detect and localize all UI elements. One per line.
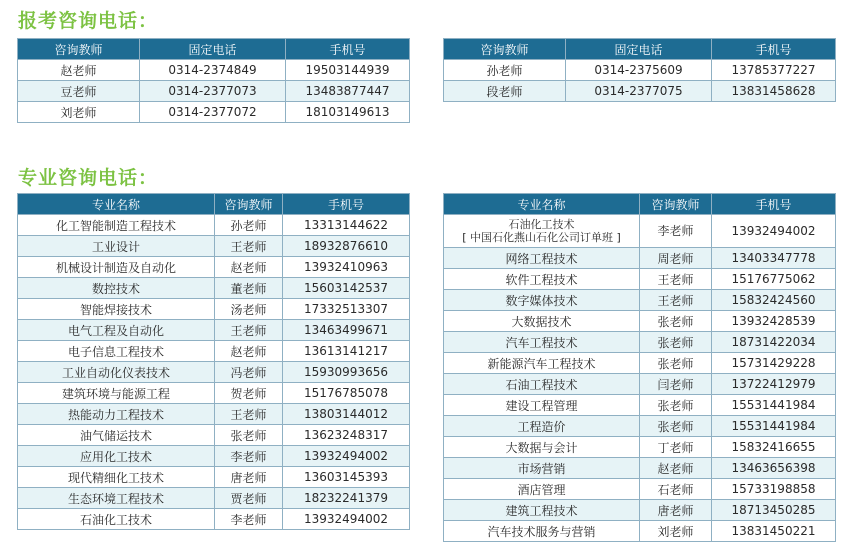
teacher-cell: 赵老师 (640, 458, 712, 479)
major-cell: 工业自动化仪表技术 (18, 362, 215, 383)
teacher-cell: 赵老师 (215, 257, 283, 278)
teacher-cell: 孙老师 (215, 215, 283, 236)
table-row (18, 446, 410, 467)
table-row (18, 320, 410, 341)
major-cell: 大数据与会计 (444, 437, 640, 458)
table-row (444, 248, 836, 269)
mobile-cell: 13463499671 (283, 320, 410, 341)
major-cell: 汽车技术服务与营销 (444, 521, 640, 542)
table-row (444, 269, 836, 290)
teacher-cell: 刘老师 (18, 102, 140, 123)
admission-table-left (17, 38, 410, 123)
table-row (444, 353, 836, 374)
mobile-cell: 13722412979 (712, 374, 836, 395)
mobile-cell: 13403347778 (712, 248, 836, 269)
table-row (18, 509, 410, 530)
mobile-cell: 18731422034 (712, 332, 836, 353)
table-row (444, 332, 836, 353)
teacher-cell: 张老师 (640, 332, 712, 353)
table-row (444, 479, 836, 500)
major-cell: 网络工程技术 (444, 248, 640, 269)
table-row (444, 437, 836, 458)
mobile-cell: 15731429228 (712, 353, 836, 374)
mobile-cell: 13483877447 (286, 81, 410, 102)
mobile-cell: 15832416655 (712, 437, 836, 458)
table-row (444, 500, 836, 521)
mobile-cell: 15930993656 (283, 362, 410, 383)
mobile-cell: 15176775062 (712, 269, 836, 290)
teacher-cell: 孙老师 (444, 60, 566, 81)
table-row (18, 60, 410, 81)
table-row (18, 383, 410, 404)
table-row (444, 290, 836, 311)
major-cell (444, 215, 640, 248)
table-header-row (18, 39, 410, 60)
mobile-cell: 19503144939 (286, 60, 410, 81)
major-cell: 新能源汽车工程技术 (444, 353, 640, 374)
table-row (18, 404, 410, 425)
teacher-cell: 李老师 (215, 446, 283, 467)
column-header: 咨询教师 (18, 39, 140, 60)
mobile-cell: 18232241379 (283, 488, 410, 509)
mobile-cell: 13932494002 (712, 215, 836, 248)
major-cell: 石油工程技术 (444, 374, 640, 395)
table-row (18, 488, 410, 509)
teacher-cell: 贾老师 (215, 488, 283, 509)
table-row (18, 362, 410, 383)
teacher-cell: 董老师 (215, 278, 283, 299)
mobile-cell: 15531441984 (712, 416, 836, 437)
table-row (18, 257, 410, 278)
column-header: 手机号 (286, 39, 410, 60)
table-row (18, 102, 410, 123)
table-row (18, 425, 410, 446)
mobile-cell: 13603145393 (283, 467, 410, 488)
table-row (18, 215, 410, 236)
table-row (18, 467, 410, 488)
admission-table-right (443, 38, 836, 102)
teacher-cell: 赵老师 (18, 60, 140, 81)
landline-cell: 0314-2377072 (140, 102, 286, 123)
teacher-cell: 石老师 (640, 479, 712, 500)
major-cell: 化工智能制造工程技术 (18, 215, 215, 236)
mobile-cell: 13831450221 (712, 521, 836, 542)
teacher-cell: 豆老师 (18, 81, 140, 102)
major-cell: 石油化工技术 (18, 509, 215, 530)
table-header-row (444, 39, 836, 60)
teacher-cell: 周老师 (640, 248, 712, 269)
table-row (444, 416, 836, 437)
mobile-cell: 13785377227 (712, 60, 836, 81)
teacher-cell: 段老师 (444, 81, 566, 102)
teacher-cell: 丁老师 (640, 437, 712, 458)
landline-cell: 0314-2374849 (140, 60, 286, 81)
column-header: 固定电话 (140, 39, 286, 60)
teacher-cell: 唐老师 (640, 500, 712, 521)
teacher-cell: 李老师 (640, 215, 712, 248)
teacher-cell: 汤老师 (215, 299, 283, 320)
major-heading: 专业咨询电话： (18, 167, 159, 189)
mobile-cell: 15733198858 (712, 479, 836, 500)
major-cell: 工程造价 (444, 416, 640, 437)
teacher-cell: 王老师 (215, 404, 283, 425)
mobile-cell: 15603142537 (283, 278, 410, 299)
major-cell: 汽车工程技术 (444, 332, 640, 353)
major-table-left (17, 193, 410, 530)
table-row (444, 81, 836, 102)
major-cell: 建设工程管理 (444, 395, 640, 416)
major-cell: 软件工程技术 (444, 269, 640, 290)
mobile-cell: 13831458628 (712, 81, 836, 102)
table-row (444, 521, 836, 542)
major-cell: 电气工程及自动化 (18, 320, 215, 341)
mobile-cell: 17332513307 (283, 299, 410, 320)
column-header: 手机号 (712, 39, 836, 60)
major-note: [ 中国石化燕山石化公司订单班 ] (462, 231, 621, 244)
teacher-cell: 王老师 (215, 320, 283, 341)
major-cell: 建筑环境与能源工程 (18, 383, 215, 404)
landline-cell: 0314-2377073 (140, 81, 286, 102)
teacher-cell: 张老师 (640, 311, 712, 332)
major-cell: 油气储运技术 (18, 425, 215, 446)
major-cell: 酒店管理 (444, 479, 640, 500)
landline-cell: 0314-2377075 (566, 81, 712, 102)
teacher-cell: 王老师 (215, 236, 283, 257)
table-row (18, 341, 410, 362)
major-cell: 市场营销 (444, 458, 640, 479)
teacher-cell: 刘老师 (640, 521, 712, 542)
major-cell: 工业设计 (18, 236, 215, 257)
table-row (18, 299, 410, 320)
major-cell: 生态环境工程技术 (18, 488, 215, 509)
major-cell: 电子信息工程技术 (18, 341, 215, 362)
table-header-row (18, 194, 410, 215)
column-header: 手机号 (712, 194, 836, 215)
column-header: 专业名称 (444, 194, 640, 215)
major-cell: 机械设计制造及自动化 (18, 257, 215, 278)
major-name: 石油化工技术 (508, 218, 575, 231)
mobile-cell: 18713450285 (712, 500, 836, 521)
table-row (444, 458, 836, 479)
major-cell: 大数据技术 (444, 311, 640, 332)
landline-cell: 0314-2375609 (566, 60, 712, 81)
column-header: 咨询教师 (640, 194, 712, 215)
teacher-cell: 贺老师 (215, 383, 283, 404)
teacher-cell: 张老师 (640, 395, 712, 416)
major-table-right (443, 193, 836, 542)
table-row (444, 374, 836, 395)
teacher-cell: 张老师 (215, 425, 283, 446)
column-header: 固定电话 (566, 39, 712, 60)
teacher-cell: 闫老师 (640, 374, 712, 395)
teacher-cell: 王老师 (640, 269, 712, 290)
table-row (18, 81, 410, 102)
column-header: 咨询教师 (215, 194, 283, 215)
teacher-cell: 李老师 (215, 509, 283, 530)
column-header: 专业名称 (18, 194, 215, 215)
table-row (444, 215, 836, 248)
column-header: 咨询教师 (444, 39, 566, 60)
major-cell: 智能焊接技术 (18, 299, 215, 320)
mobile-cell: 15832424560 (712, 290, 836, 311)
mobile-cell: 18103149613 (286, 102, 410, 123)
mobile-cell: 18932876610 (283, 236, 410, 257)
mobile-cell: 13803144012 (283, 404, 410, 425)
table-row (18, 236, 410, 257)
major-cell: 现代精细化工技术 (18, 467, 215, 488)
table-row (18, 278, 410, 299)
mobile-cell: 15531441984 (712, 395, 836, 416)
teacher-cell: 冯老师 (215, 362, 283, 383)
column-header: 手机号 (283, 194, 410, 215)
major-cell: 数字媒体技术 (444, 290, 640, 311)
mobile-cell: 15176785078 (283, 383, 410, 404)
mobile-cell: 13932428539 (712, 311, 836, 332)
table-row (444, 311, 836, 332)
mobile-cell: 13463656398 (712, 458, 836, 479)
mobile-cell: 13932410963 (283, 257, 410, 278)
mobile-cell: 13313144622 (283, 215, 410, 236)
mobile-cell: 13932494002 (283, 509, 410, 530)
major-cell: 热能动力工程技术 (18, 404, 215, 425)
teacher-cell: 王老师 (640, 290, 712, 311)
table-row (444, 60, 836, 81)
admission-heading: 报考咨询电话： (18, 10, 159, 32)
teacher-cell: 赵老师 (215, 341, 283, 362)
major-cell: 建筑工程技术 (444, 500, 640, 521)
mobile-cell: 13613141217 (283, 341, 410, 362)
mobile-cell: 13623248317 (283, 425, 410, 446)
teacher-cell: 张老师 (640, 353, 712, 374)
mobile-cell: 13932494002 (283, 446, 410, 467)
table-header-row (444, 194, 836, 215)
teacher-cell: 唐老师 (215, 467, 283, 488)
major-cell: 应用化工技术 (18, 446, 215, 467)
major-cell: 数控技术 (18, 278, 215, 299)
table-row (444, 395, 836, 416)
teacher-cell: 张老师 (640, 416, 712, 437)
